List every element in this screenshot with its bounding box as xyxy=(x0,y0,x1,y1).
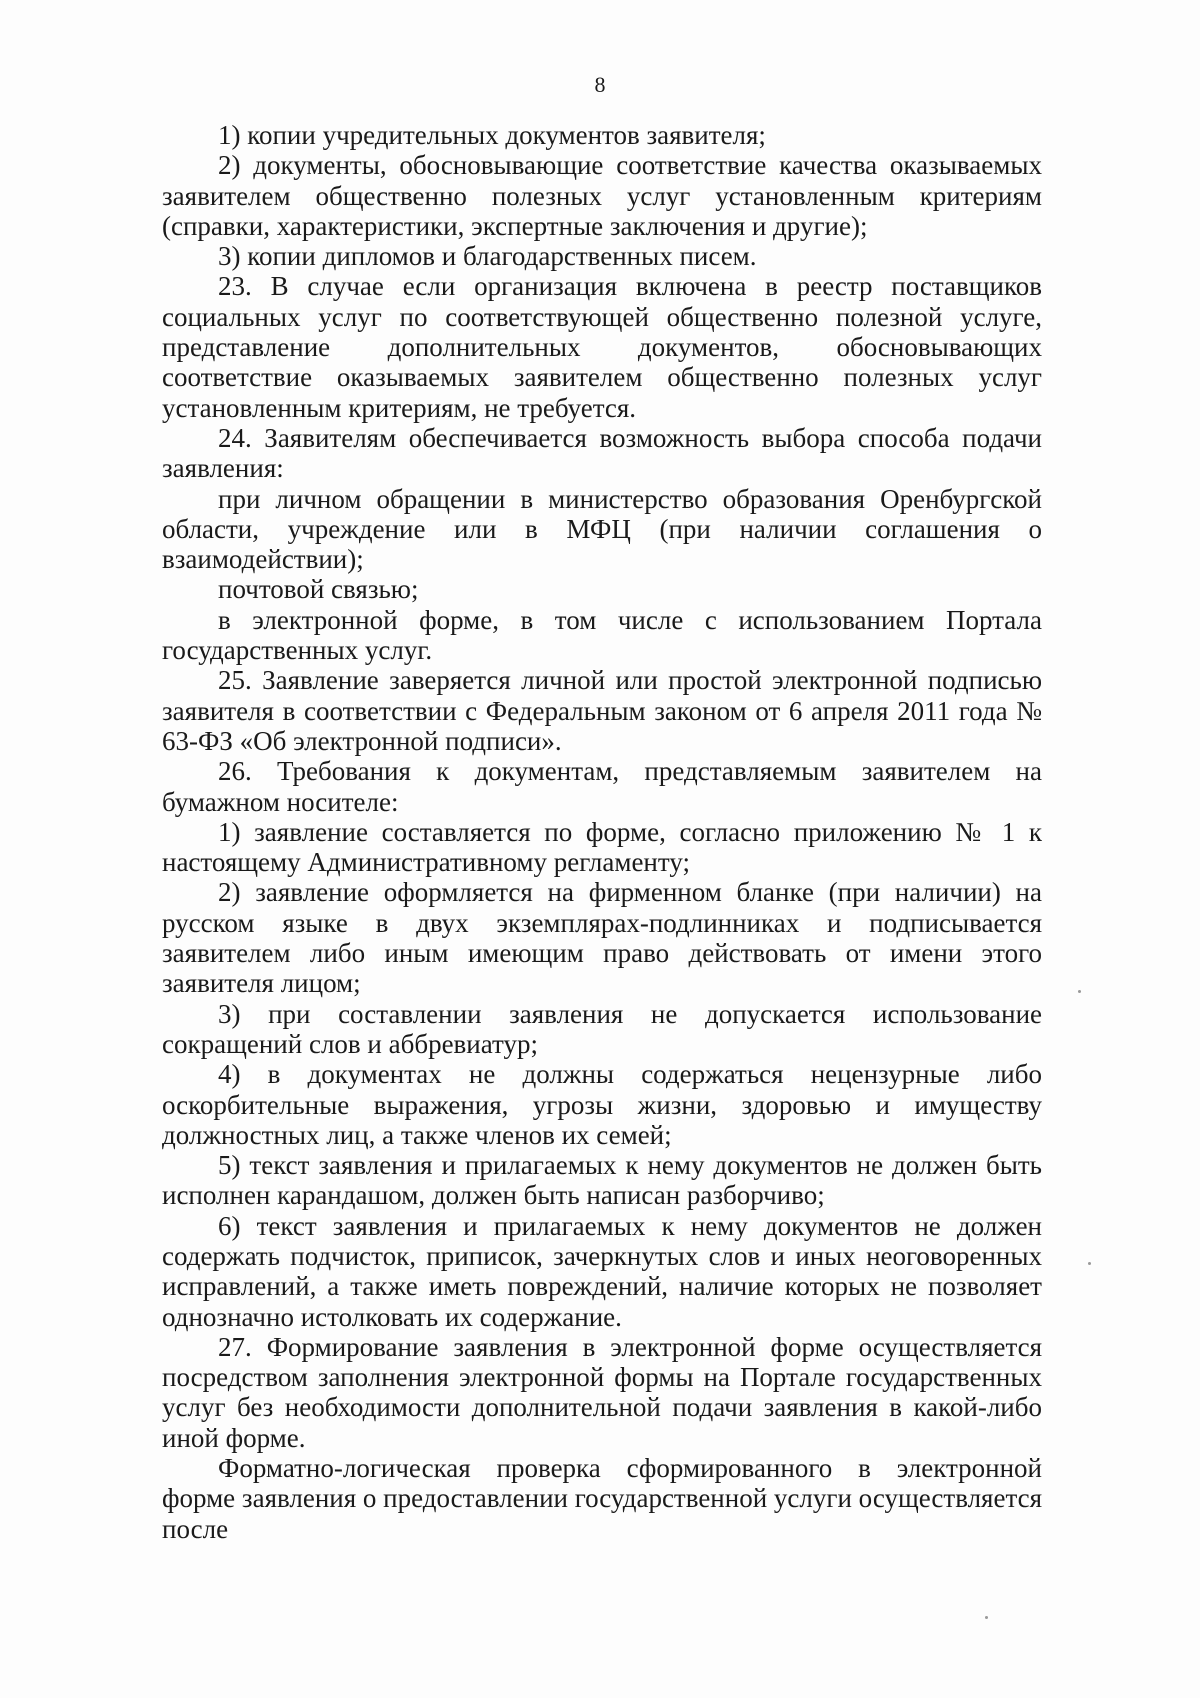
list-item-founding-docs: 1) копии учредительных документов заявителя; xyxy=(218,120,766,150)
list-item-diplomas: 3) копии дипломов и благодарственных писем. xyxy=(218,241,757,272)
page-number: 8 xyxy=(594,72,606,97)
clause-27: 27. Формирование заявления в электронной форме осуществляется посредством заполнения электронной формы на Портале государственных услуг без необходимости дополнительной подачи заявления в какой-либо иной форме. xyxy=(162,1331,1042,1453)
submission-method-in-person: при личном обращении в министерство образования Оренбургской области, учреждение или в МФЦ (при наличии соглашения о взаимодействии); xyxy=(162,483,1042,575)
requirement-5: 5) текст заявления и прилагаемых к нему документов не должен быть исполнен карандашом, должен быть написан разборчиво; xyxy=(162,1150,1042,1211)
scan-speck xyxy=(985,1616,988,1619)
clause-25: 25. Заявление заверяется личной или простой электронной подписью заявителя в соответствии с Федеральным законом от 6 апреля 2011 года № 63-ФЗ «Об электронной подписи». xyxy=(162,665,1042,756)
format-logical-check: Форматно-логическая проверка сформированного в электронной форме заявления о предоставлении государственной услуги осуществляется после xyxy=(162,1453,1042,1544)
clause-23: 23. В случае если организация включена в реестр поставщиков социальных услуг по соответствующей общественно полезной услуге, представление дополнительных документов, обосновывающих соответствие оказываемых заявителем общественно полезных услуг установленным критериям, не требуется. xyxy=(162,271,1042,423)
document-body xyxy=(162,120,1042,1544)
requirement-1: 1) заявление составляется по форме, согласно приложению № 1 к настоящему Административному регламенту; xyxy=(162,816,1042,878)
requirement-4: 4) в документах не должны содержаться нецензурные либо оскорбительные выражения, угрозы жизни, здоровью и имуществу должностных лиц, а также членов их семей; xyxy=(162,1059,1042,1150)
scan-speck xyxy=(1078,990,1081,993)
scan-speck xyxy=(1088,1262,1091,1265)
list-item-quality-docs: 2) документы, обосновывающие соответствие качества оказываемых заявителем общественно полезных услуг установленным критериям (справки, характеристики, экспертные заключения и другие); xyxy=(162,150,1042,241)
clause-26: 26. Требования к документам, представляемым заявителем на бумажном носителе: xyxy=(162,756,1042,817)
submission-method-electronic: в электронной форме, в том числе с использованием Портала государственных услуг. xyxy=(162,604,1042,666)
clause-24: 24. Заявителям обеспечивается возможность выбора способа подачи заявления: xyxy=(162,422,1042,484)
submission-method-post: почтовой связью; xyxy=(218,574,419,605)
requirement-2: 2) заявление оформляется на фирменном бланке (при наличии) на русском языке в двух экземплярах-подлинниках и подписывается заявителем либо иным имеющим право действовать от имени этого заявителя лицом; xyxy=(162,877,1042,999)
requirement-6: 6) текст заявления и прилагаемых к нему документов не должен содержать подчисток, приписок, зачеркнутых слов и иных неоговоренных исправлений, а также иметь повреждений, наличие которых не позволяет однозначно истолковать их содержание. xyxy=(162,1210,1042,1332)
requirement-3: 3) при составлении заявления не допускается использование сокращений слов и аббревиатур; xyxy=(162,998,1042,1059)
